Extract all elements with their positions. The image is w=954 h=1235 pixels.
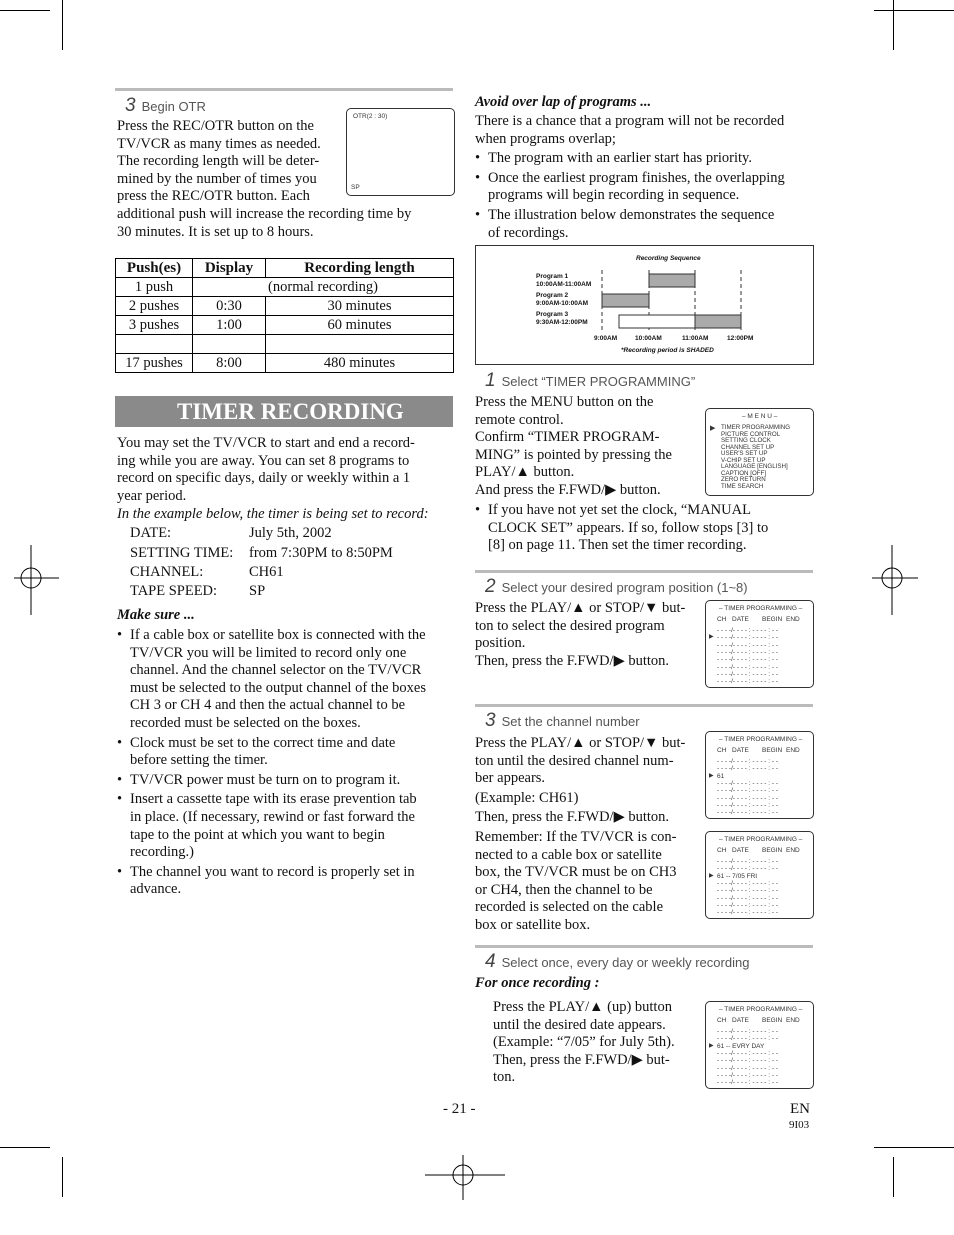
section-rule [475,704,813,707]
doc-code: 9I03 [789,1119,810,1131]
screen-title: – TIMER PROGRAMMING – [719,605,803,612]
step2-text: Press the PLAY/▲ or STOP/▼ but- ton to select the desired program position. Then, press the F.FWD/▶ button. [475,600,686,669]
registration-mark [868,545,918,615]
timer-recording-title: TIMER RECORDING [115,396,453,427]
program-row: - - - -/- - - - : - - - - : - - [717,670,779,678]
timer-screen-step4 [705,1001,814,1089]
program-row: - - - -/- - - - : - - - - : - - [717,1079,779,1087]
registration-mark [14,545,64,615]
col-end: END [786,847,800,854]
col-date: DATE [732,1017,749,1024]
screen-title: – TIMER PROGRAMMING – [719,736,803,743]
col-date: DATE [732,847,749,854]
col-begin: BEGIN [762,616,783,623]
section-rule [115,88,453,91]
program-row: - - - -/- - - - : - - - - : - - [717,858,779,865]
program-row: - - - -/- - - - : - - - - : - - [717,1064,779,1072]
row-pointer-icon: ▶ [709,634,714,641]
program-3-label: Program 3 9:30AM-12:00PM [536,311,588,326]
program-row-value: 61 -- EVRY DAY [717,1042,765,1050]
crop-mark [62,0,63,50]
row-pointer-icon: ▶ [709,772,714,779]
step4-text: Press the PLAY/▲ (up) button until the desired date appears. (Example: “7/05” for July 5th). Then, press the F.FWD/▶ but- ton. [493,999,675,1086]
row-pointer-icon: ▶ [709,872,714,879]
table-row: 3 pushes 1:00 60 minutes [116,316,454,335]
col-date: DATE [732,616,749,623]
menu-list: TIMER PROGRAMMING PICTURE CONTROL SETTING CLOCK CHANNEL SET UP USER'S SET UP V-CHIP SET UP LANGUAGE [ENGLISH] CAPTION [OFF] ZERO RETURN TIME SEARCH [721,424,791,490]
step1-note: • If you have not yet set the clock, “MANUAL CLOCK SET” appears. If so, follow stops [3] to [8] on page 11. Then set the timer recording. [475,502,769,554]
program-2-label: Program 2 9:00AM-10:00AM [536,292,589,307]
list-item: • TV/VCR power must be turn on to program it. [117,771,401,788]
step4-sub: For once recording : [475,975,600,991]
list-item: • The program with an earlier start has priority. [475,150,752,167]
program-row: - - - -/- - - - : - - - - : - - [717,1057,779,1065]
crop-mark [0,10,50,11]
list-item: • If a cable box or satellite box is connected with the TV/VCR you will be limited to record only one channel. And the channel selector on the TV/VCR must be selected to the output channel of the boxes CH 3 or CH 4 and then the actual channel to be recorded must be selected on the boxes. [117,627,426,731]
col-begin: BEGIN [762,847,783,854]
table-row [116,335,454,354]
program-1-label: Program 1 10:00AM-11:00AM [536,273,592,288]
col-date: DATE [732,747,749,754]
screen-title: – TIMER PROGRAMMING – [719,1006,803,1013]
tick-label: 12:00PM [727,335,754,342]
timer-screen-step2 [705,600,814,688]
program-row: - - - -/- - - - : - - - - : - - [717,794,779,802]
step-number: 3 [125,95,136,116]
menu-screen [705,408,814,496]
program-row: - - - -/- - - - : - - - - : - - [717,627,779,634]
timer-screen-step3b [705,831,814,919]
program-row: - - - -/- - - - : - - - - : - - [717,879,779,887]
table-row: 17 pushes 8:00 480 minutes [116,354,454,373]
section-rule [475,570,813,573]
intro-text: You may set the TV/VCR to start and end a record- ing while you are away. You can set 8 programs to record on specific days, daily or weekly within a 1 year period. [117,435,415,504]
step-header: 2 Select your desired program position (1~8) [485,576,748,597]
col-ch: CH [717,847,727,854]
table-header: Push(es) [116,259,193,278]
list-item: • Clock must be set to the correct time and date before setting the timer. [117,734,396,769]
col-ch: CH [717,747,727,754]
program-row: - - - -/- - - - : - - - - : - - [717,663,779,671]
row-pointer-icon: ▶ [709,1042,714,1049]
push-table [115,258,454,373]
otr-display: OTR(2 : 30) [353,113,388,120]
col-ch: CH [717,1017,727,1024]
crop-mark [874,10,954,11]
program-row: - - - -/- - - - : - - - - : - - [717,634,779,642]
registration-mark [425,1150,505,1200]
timer-screen-step3 [705,731,814,819]
list-item: • Insert a cassette tape with its erase prevention tab in place. (If necessary, rewind or fast forward the tape to the point at which you want to begin recording.) [117,791,417,861]
crop-mark [62,1157,63,1197]
menu-pointer-icon: ▶ [710,425,716,432]
program-row: - - - -/- - - - : - - - - : - - [717,656,779,664]
example-date: DATE: July 5th, 2002 [130,525,332,541]
example-channel: CHANNEL: CH61 [130,564,284,580]
make-sure-list [117,627,457,899]
language-code: EN [790,1101,810,1117]
program-row: - - - -/- - - - : - - - - : - - [717,1028,779,1035]
avoid-text: There is a chance that a program will not be recorded when programs overlap; • The program with an earlier start has priority. • Once the earliest program finishes, the overlapping programs will begin recording in sequence. • The illustration below demonstrates the sequence of recordings. [475,113,820,242]
program-row-value: 61 [717,772,725,780]
step1-text: Press the MENU button on the remote control. Confirm “TIMER PROGRAM- MING” is pointed by pressing the PLAY/▲ button. And press the F.FWD/▶ button. [475,394,672,498]
crop-mark [893,0,894,50]
list-item: • The illustration below demonstrates the sequence of recordings. [475,206,775,241]
tick-label: 10:00AM [635,335,662,342]
program-row: - - - -/- - - - : - - - - : - - [717,787,779,795]
begin-otr-text-cont: additional push will increase the recording time by 30 minutes. It is set up to 8 hours. [117,206,412,240]
make-sure-title: Make sure ... [117,607,195,623]
avoid-title: Avoid over lap of programs ... [475,94,652,110]
program-row: - - - -/- - - - : - - - - : - - [717,758,779,765]
program-row: - - - -/- - - - : - - - - : - - [717,909,779,917]
program-row: - - - -/- - - - : - - - - : - - [717,779,779,787]
crop-mark [893,1157,894,1197]
col-end: END [786,747,800,754]
example-time: SETTING TIME: from 7:30PM to 8:50PM [130,545,393,561]
step-header: 4 Select once, every day or weekly recording [485,951,750,972]
program-row: - - - -/- - - - : - - - - : - - [717,765,779,773]
program-row: - - - -/- - - - : - - - - : - - [717,648,779,656]
step-header [125,95,206,117]
program-row: - - - -/- - - - : - - - - : - - [717,801,779,809]
page-number: - 21 - [443,1101,476,1117]
diagram-note: *Recording period is SHADED [621,347,714,354]
diagram-title: Recording Sequence [636,255,701,262]
table-row: 2 pushes 0:30 30 minutes [116,297,454,316]
screen-title: – TIMER PROGRAMMING – [719,836,803,843]
step-header: 1 Select “TIMER PROGRAMMING” [485,370,696,391]
program-row: - - - -/- - - - : - - - - : - - [717,894,779,902]
list-item: • The channel you want to record is properly set in advance. [117,863,415,898]
program-row: - - - -/- - - - : - - - - : - - [717,1049,779,1057]
col-begin: BEGIN [762,747,783,754]
crop-mark [874,1147,954,1148]
begin-otr-text: Press the REC/OTR button on the TV/VCR as many times as needed. The recording length will be deter- mined by the number of times you press the REC/OTR button. Each [117,118,321,205]
section-rule [475,945,813,948]
example-intro: In the example below, the timer is being set to record: [117,506,429,522]
program-row: - - - -/- - - - : - - - - : - - [717,1035,779,1043]
otr-screen [346,108,455,196]
table-header: Display [193,259,266,278]
col-end: END [786,1017,800,1024]
step-title: Begin OTR [141,99,206,114]
tick-label: 11:00AM [682,335,709,342]
program-row: - - - -/- - - - : - - - - : - - [717,1071,779,1079]
step-header: 3 Set the channel number [485,710,640,731]
program-row-value: 61 -- 7/05 FRI [717,872,758,880]
program-row: - - - -/- - - - : - - - - : - - [717,678,779,686]
col-end: END [786,616,800,623]
recording-sequence-diagram [475,245,814,365]
example-speed: TAPE SPEED: SP [130,583,266,599]
crop-mark [0,1147,50,1148]
speed-display: SP [351,184,360,191]
table-header: Recording length [266,259,454,278]
col-ch: CH [717,616,727,623]
program-row: - - - -/- - - - : - - - - : - - [717,641,779,649]
step3-text: Press the PLAY/▲ or STOP/▼ but- ton until the desired channel num- ber appears. (Example: CH61) Then, press the F.FWD/▶ button. Remember: If the TV/VCR is con- nected to a cable box or satellite box, the TV/VCR must be on CH3 or CH4, then the channel to be recorded is selected on the cable box or satellite box. [475,735,686,933]
list-item: • Once the earliest program finishes, the overlapping programs will begin recording in sequence. [475,169,785,204]
menu-title: – M E N U – [742,413,778,420]
program-row: - - - -/- - - - : - - - - : - - [717,887,779,895]
program-row: - - - -/- - - - : - - - - : - - [717,809,779,817]
tick-label: 9:00AM [594,335,618,342]
col-begin: BEGIN [762,1017,783,1024]
program-row: - - - -/- - - - : - - - - : - - [717,865,779,873]
table-row: 1 push (normal recording) [116,278,454,297]
program-row: - - - -/- - - - : - - - - : - - [717,901,779,909]
